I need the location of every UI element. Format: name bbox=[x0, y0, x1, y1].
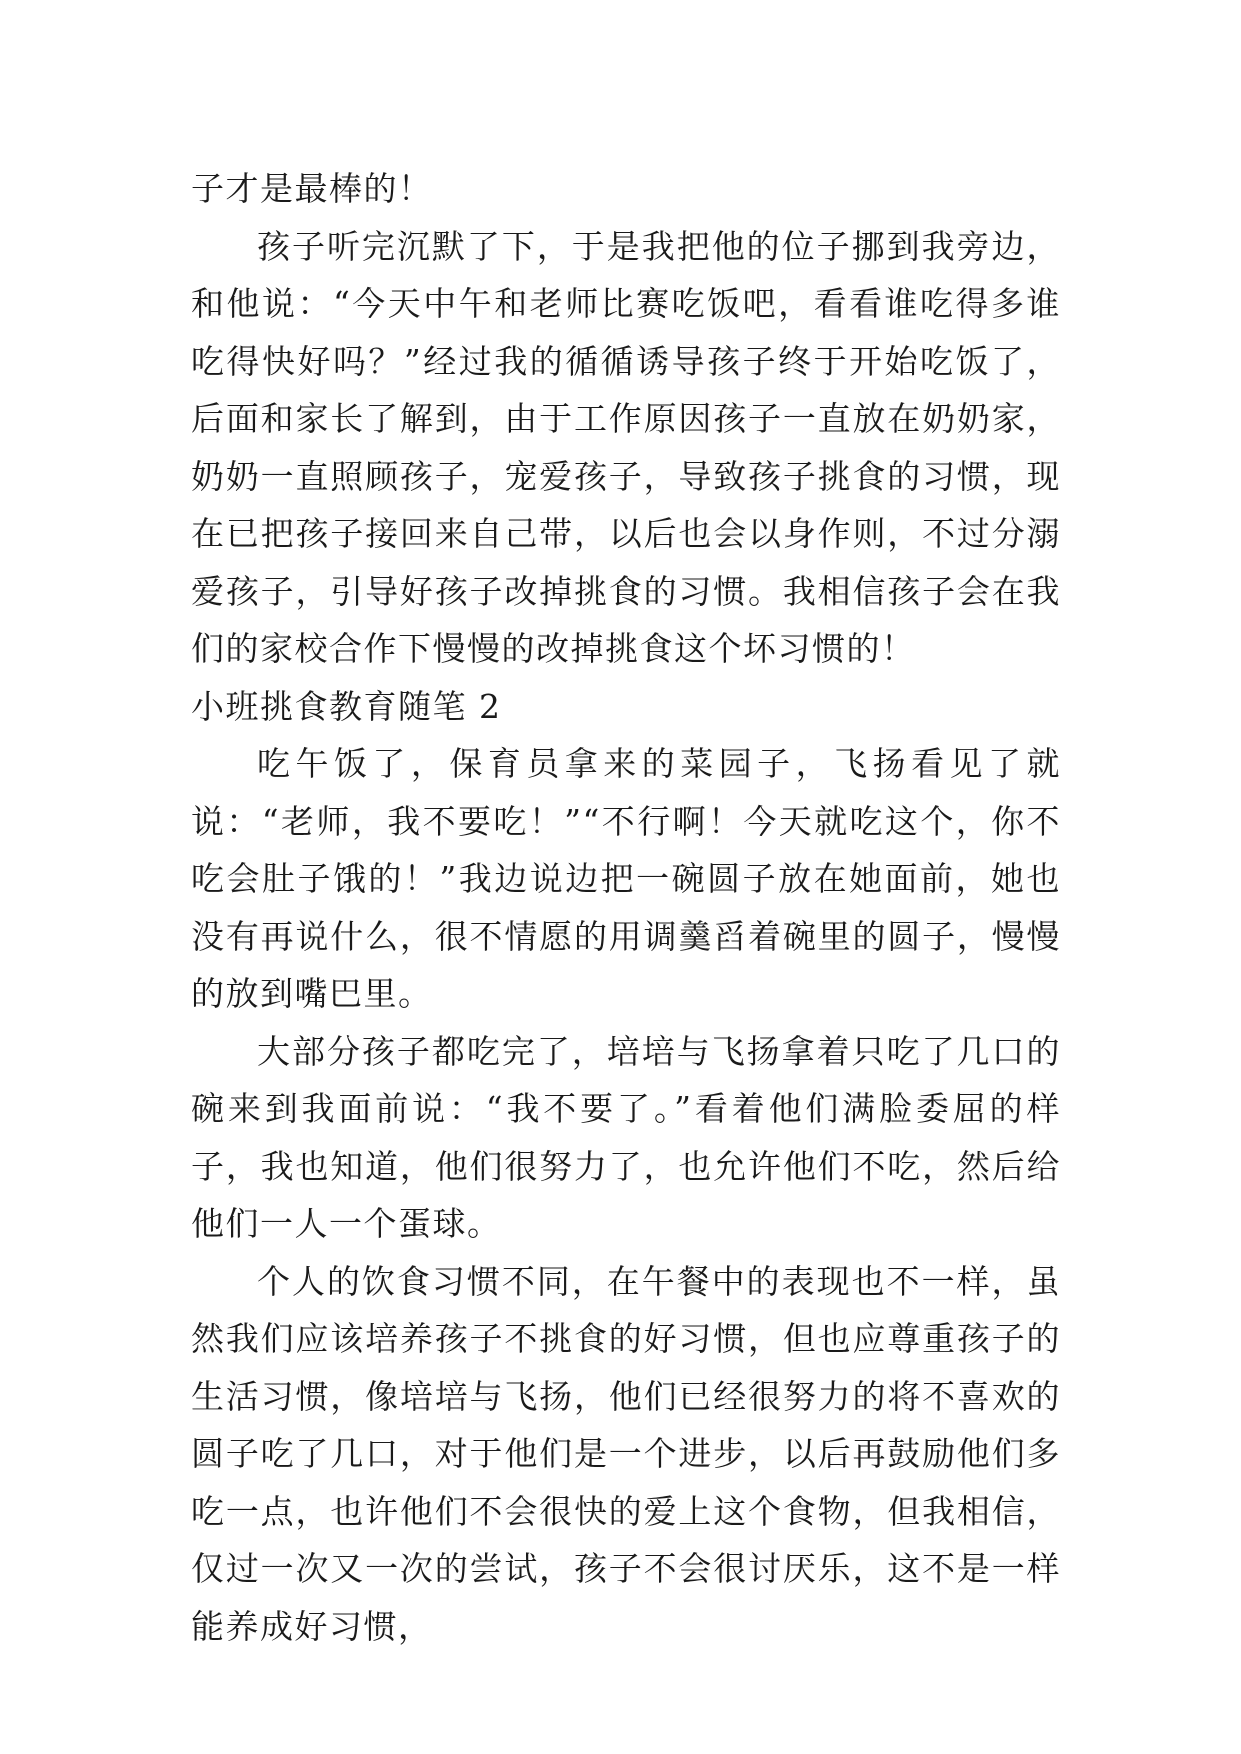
paragraph-continuation: 子才是最棒的！ bbox=[191, 169, 433, 208]
section-heading: 小班挑食教育随笔 2 bbox=[191, 686, 502, 726]
paragraph-story-1: 孩子听完沉默了下，于是我把他的位子挪到我旁边，和他说：“今天中午和老师比赛吃饭吧，看看谁吃得多谁吃得快好吗？”经过我的循循诱导孩子终于开始吃饭了，后面和家长了解到，由于工作原因孩子一直放在奶奶家，奶奶一直照顾孩子，宠爱孩子，导致孩子挑食的习惯，现在已把孩子接回来自己带，以后也会以身作则，不过分溺爱孩子，引导好孩子改掉挑食的习惯。我相信孩子会在我们的家校合作下慢慢的改掉挑食这个坏习惯的！ bbox=[191, 226, 1061, 668]
document-body bbox=[191, 160, 1061, 1655]
paragraph-story-2: 吃午饭了，保育员拿来的菜园子，飞扬看见了就说：“老师，我不要吃！”“不行啊！今天就吃这个，你不吃会肚子饿的！”我边说边把一碗圆子放在她面前，她也没有再说什么，很不情愿的用调羹舀着碗里的圆子，慢慢的放到嘴巴里。 bbox=[191, 744, 1061, 1013]
paragraph-reflection: 个人的饮食习惯不同，在午餐中的表现也不一样，虽然我们应该培养孩子不挑食的好习惯，但也应尊重孩子的生活习惯，像培培与飞扬，他们已经很努力的将不喜欢的圆子吃了几口，对于他们是一个进步，以后再鼓励他们多吃一点，也许他们不会很快的爱上这个食物，但我相信，仅过一次又一次的尝试，孩子不会很讨厌乐，这不是一样能养成好习惯， bbox=[191, 1261, 1061, 1646]
paragraph-story-3: 大部分孩子都吃完了，培培与飞扬拿着只吃了几口的碗来到我面前说：“我不要了。”看着他们满脸委屈的样子，我也知道，他们很努力了，也允许他们不吃，然后给他们一人一个蛋球。 bbox=[191, 1031, 1061, 1243]
